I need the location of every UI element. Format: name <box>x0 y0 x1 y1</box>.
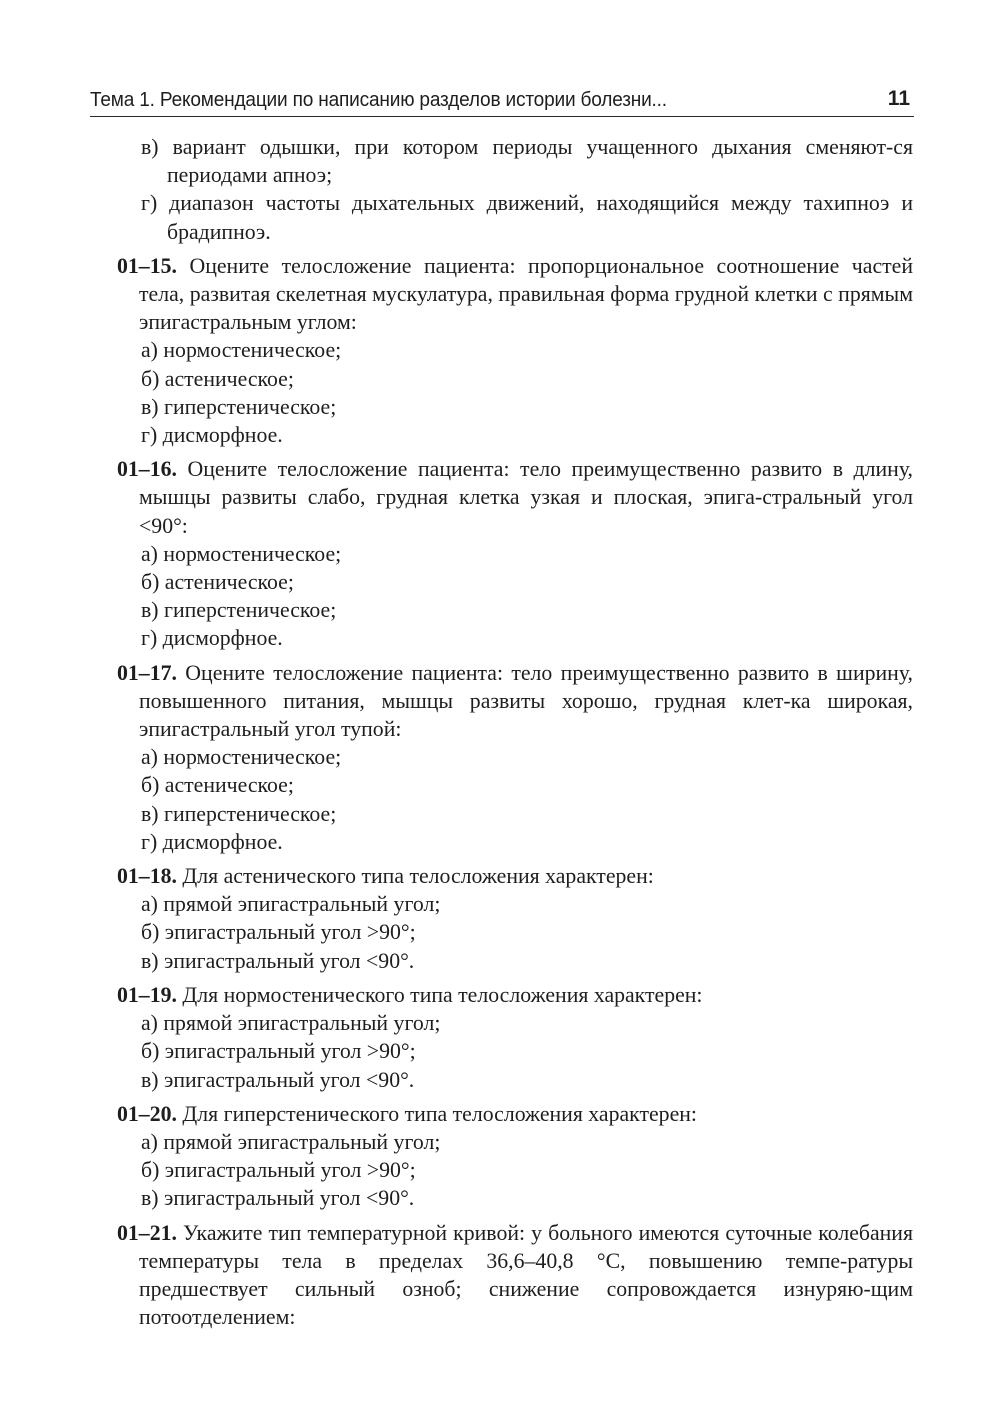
page-number: 11 <box>887 87 910 110</box>
answer-option: а) прямой эпигастральный угол; <box>141 1129 441 1154</box>
question-01-21 <box>117 1219 913 1332</box>
question-number: 01–21. <box>117 1220 177 1245</box>
question-number: 01–19. <box>117 982 177 1007</box>
answer-option: а) нормостеническое; <box>141 745 342 770</box>
question-text <box>117 455 913 540</box>
question-text <box>117 252 913 337</box>
answer-option: в) вариант одышки, при котором периоды учащенного дыхания сменяют-ся периодами апноэ; <box>141 135 913 188</box>
answer-option: г) диапазон частоты дыхательных движений, находящийся между тахипноэ и брадипноэ. <box>141 191 913 244</box>
answer-option: в) эпигастральный угол <90°. <box>141 1186 415 1211</box>
answer-option: а) нормостеническое; <box>141 338 342 363</box>
question-01-19 <box>117 981 913 1094</box>
page-content <box>117 133 913 1331</box>
answer-option: г) дисморфное. <box>141 423 283 448</box>
answer-option: г) дисморфное. <box>141 626 283 651</box>
question-body: Для гиперстенического типа телосложения характерен: <box>176 1101 697 1126</box>
answer-option: в) гиперстеническое; <box>141 394 337 419</box>
question-01-15 <box>117 252 913 449</box>
question-body: Для нормостенического типа телосложения характерен: <box>176 982 703 1007</box>
question-body: Для астенического типа телосложения характерен: <box>176 864 654 889</box>
answer-option: б) астеническое; <box>141 773 294 798</box>
question-text <box>117 1100 913 1128</box>
question-text <box>117 1219 913 1332</box>
answer-option: б) эпигастральный угол >90°; <box>141 1039 416 1064</box>
question-number: 01–17. <box>117 660 177 685</box>
question-text <box>117 862 913 890</box>
question-body: Укажите тип температурной кривой: у больного имеются суточные колебания температуры тела в пределах 36,6–40,8 °С, повышению темпе-ратуры предшествует сильный озноб; снижение сопровождается изнуряю-щим потоотделением: <box>139 1220 913 1330</box>
answer-option: а) прямой эпигастральный угол; <box>141 892 441 917</box>
answer-option: б) астеническое; <box>141 366 294 391</box>
running-header <box>90 86 914 117</box>
answer-option: б) эпигастральный угол >90°; <box>141 1158 416 1183</box>
answer-option: в) эпигастральный угол <90°. <box>141 1067 415 1092</box>
question-number: 01–18. <box>117 864 177 889</box>
answer-option: в) эпигастральный угол <90°. <box>141 948 415 973</box>
question-body: Оцените телосложение пациента: тело преимущественно развито в длину, мышцы развиты слабо, грудная клетка узкая и плоская, эпига-стральный угол <90°: <box>139 457 913 538</box>
answer-option: г) дисморфное. <box>141 829 283 854</box>
answer-option: б) астеническое; <box>141 570 294 595</box>
question-01-20 <box>117 1100 913 1213</box>
answer-option: б) эпигастральный угол >90°; <box>141 920 416 945</box>
question-01-16 <box>117 455 913 652</box>
answer-option: в) гиперстеническое; <box>141 801 337 826</box>
question-body: Оцените телосложение пациента: тело преимущественно развито в ширину, повышенного питания, мышцы развиты хорошо, грудная клет-ка широкая, эпигастральный угол тупой: <box>139 660 913 742</box>
answer-option: а) прямой эпигастральный угол; <box>141 1011 441 1036</box>
question-number: 01–15. <box>117 253 177 278</box>
answer-option: а) нормостеническое; <box>141 541 342 566</box>
question-text <box>117 659 913 744</box>
answer-option: в) гиперстеническое; <box>141 598 337 623</box>
question-01-18 <box>117 862 913 975</box>
continuation-options <box>117 133 913 246</box>
header-title: Тема 1. Рекомендации по написанию разделов истории болезни... <box>90 88 667 111</box>
question-text <box>117 981 913 1009</box>
question-number: 01–16. <box>117 457 177 482</box>
question-number: 01–20. <box>117 1101 177 1126</box>
question-01-17 <box>117 659 913 856</box>
question-body: Оцените телосложение пациента: пропорциональное соотношение частей тела, развитая скелетная мускулатура, правильная форма грудной клетки с прямым эпигастральным углом: <box>139 253 913 335</box>
